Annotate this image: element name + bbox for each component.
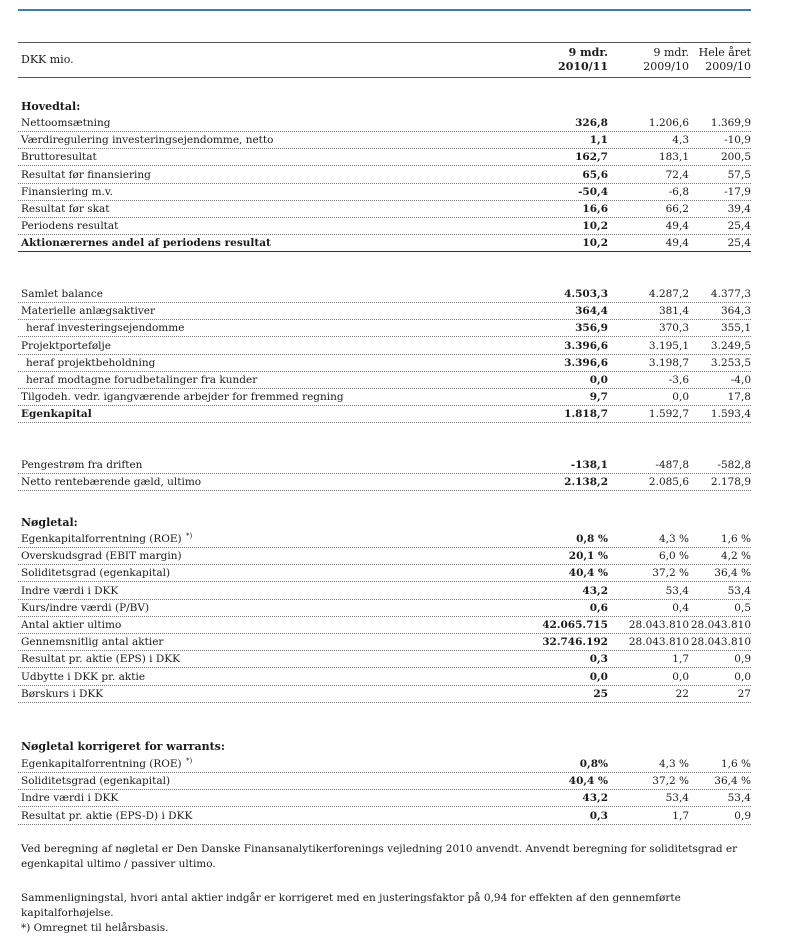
note-methodology: Ved beregning af nøgletal er Den Danske Finansanalytikerforenings vejledning 2010 anvendt. Anvendt beregning for soliditetsgrad er egenkapital ultimo / passiver ultimo. <box>21 843 738 870</box>
row-value-v2: 0,0 <box>672 391 689 404</box>
row-value-v3: 25,4 <box>727 237 751 250</box>
row-label: Resultat pr. aktie (EPS-D) i DKK <box>21 809 193 822</box>
row-value-v1: 0,3 <box>589 653 608 666</box>
row-value-v2: 0,0 <box>672 670 689 683</box>
row-value-v3: 1.369,9 <box>710 117 751 129</box>
table-row <box>18 634 751 651</box>
table-row <box>18 149 751 166</box>
row-value-v3: 25,4 <box>727 220 751 233</box>
table-row <box>18 201 751 218</box>
row-label: Egenkapital <box>21 408 92 421</box>
row-value-v3: 1,6 % <box>720 758 751 770</box>
note-adjustment: Sammenligningstal, hvori antal aktier indgår er korrigeret med en justeringsfaktor på 0,94 for effekten af den gennemførte kapitalforhøjelse. <box>21 892 681 919</box>
row-value-v3: 3.253,5 <box>710 356 751 369</box>
row-value-v1: 162,7 <box>575 151 608 164</box>
row-label: Periodens resultat <box>21 220 119 233</box>
row-value-v2: 1,7 <box>672 809 689 822</box>
row-label: Pengestrøm fra driften <box>21 459 143 471</box>
row-value-v2: 1.592,7 <box>648 408 689 421</box>
row-value-v1: 0,8% <box>579 758 608 770</box>
row-label: Projektportefølje <box>21 339 111 352</box>
row-value-v3: 28.043.810 <box>690 636 751 649</box>
row-value-v1: -138,1 <box>570 459 608 471</box>
col-header-2010-11: 9 mdr. 2010/11 <box>558 46 608 73</box>
row-value-v3: -4,0 <box>730 374 751 386</box>
table-row <box>18 756 751 773</box>
table-header <box>18 42 751 78</box>
table-row <box>18 773 751 790</box>
row-value-v2: 72,4 <box>665 168 689 181</box>
table-row <box>18 406 751 423</box>
table-row <box>18 338 751 355</box>
table-row <box>18 808 751 825</box>
row-value-v2: -6,8 <box>668 185 689 198</box>
row-value-v2: 4,3 % <box>658 533 689 545</box>
row-value-v3: 39,4 <box>727 203 751 215</box>
row-label: Netto rentebærende gæld, ultimo <box>21 476 202 489</box>
row-value-v1: 20,1 % <box>568 550 608 563</box>
row-value-v3: 53,4 <box>727 584 751 597</box>
row-value-v1: 0,0 <box>589 670 608 683</box>
row-value-v1: 42.065.715 <box>542 619 608 631</box>
row-value-v2: 49,4 <box>665 220 689 233</box>
row-value-v1: 0,0 <box>589 374 608 386</box>
row-value-v1: 32.746.192 <box>542 636 608 649</box>
row-value-v3: 1.593,4 <box>710 408 751 421</box>
table-row <box>18 457 751 474</box>
row-label: Børskurs i DKK <box>21 687 104 700</box>
row-label: Soliditetsgrad (egenkapital) <box>21 775 171 788</box>
row-value-v3: -582,8 <box>717 459 751 471</box>
table-row <box>18 389 751 406</box>
section-title-hovedtal: Hovedtal: <box>21 100 81 113</box>
row-value-v2: 1.206,6 <box>648 117 689 129</box>
row-label: Soliditetsgrad (egenkapital) <box>21 567 171 580</box>
row-value-v1: 40,4 % <box>568 567 608 580</box>
row-value-v2: 37,2 % <box>652 567 689 580</box>
table-row <box>18 132 751 149</box>
row-label: Værdiregulering investeringsejendomme, netto <box>21 134 274 147</box>
note-footnote: *) Omregnet til helårsbasis. <box>21 922 169 934</box>
row-value-v3: 0,5 <box>734 601 751 614</box>
table-row <box>18 355 751 372</box>
table-row <box>18 669 751 686</box>
row-label: heraf investeringsejendomme <box>26 322 185 335</box>
row-label: Overskudsgrad (EBIT margin) <box>21 550 182 563</box>
row-value-v1: 10,2 <box>582 220 608 233</box>
table-row <box>18 286 751 303</box>
row-value-v1: 364,4 <box>575 305 608 318</box>
currency-label: DKK mio. <box>21 53 74 66</box>
row-label: Aktionærernes andel af periodens resultat <box>21 237 271 250</box>
table-row <box>18 790 751 807</box>
table-row <box>18 235 751 252</box>
row-value-v3: 17,8 <box>727 391 751 404</box>
row-value-v3: -10,9 <box>724 134 751 147</box>
row-value-v2: 66,2 <box>665 203 689 215</box>
col-header-full-year: Hele året 2009/10 <box>698 46 751 73</box>
table-row <box>18 167 751 184</box>
row-value-v1: -50,4 <box>578 185 608 198</box>
row-value-v3: 0,0 <box>734 670 751 683</box>
row-label: Antal aktier ultimo <box>21 619 122 631</box>
row-value-v2: -3,6 <box>668 374 689 386</box>
row-value-v2: 28.043.810 <box>628 636 689 649</box>
row-label: Bruttoresultat <box>21 151 97 164</box>
row-value-v1: 65,6 <box>582 168 608 181</box>
row-label: Resultat før skat <box>21 203 110 215</box>
row-value-v3: 36,4 % <box>714 567 751 580</box>
row-value-v1: 25 <box>593 687 608 700</box>
row-label: Resultat pr. aktie (EPS) i DKK <box>21 653 180 666</box>
row-value-v3: 53,4 <box>727 792 751 805</box>
row-value-v2: 381,4 <box>658 305 689 318</box>
row-value-v1: 9,7 <box>589 391 608 404</box>
table-row <box>18 218 751 235</box>
row-value-v2: 3.195,1 <box>648 339 689 352</box>
footnote-marker: *) <box>186 532 193 540</box>
row-value-v3: 4.377,3 <box>710 288 751 300</box>
row-value-v3: 0,9 <box>734 809 751 822</box>
row-label: Nettoomsætning <box>21 117 111 129</box>
row-value-v1: 10,2 <box>582 237 608 250</box>
row-value-v1: 3.396,6 <box>564 339 608 352</box>
row-label: Materielle anlægsaktiver <box>21 305 156 318</box>
col-header-2009-10: 9 mdr. 2009/10 <box>643 46 689 73</box>
row-value-v2: 183,1 <box>658 151 689 164</box>
row-value-v1: 4.503,3 <box>564 288 608 300</box>
row-value-v1: 326,8 <box>575 117 608 129</box>
row-value-v1: 0,8 % <box>576 533 608 545</box>
row-label: Tilgodeh. vedr. igangværende arbejder for fremmed regning <box>21 391 344 404</box>
row-value-v1: 2.138,2 <box>564 476 608 489</box>
table-row <box>18 474 751 491</box>
row-label: Indre værdi i DKK <box>21 584 119 597</box>
row-value-v3: 364,3 <box>720 305 751 318</box>
row-label: Udbytte i DKK pr. aktie <box>21 670 146 683</box>
row-label: Gennemsnitlig antal aktier <box>21 636 164 649</box>
row-value-v3: -17,9 <box>724 185 751 198</box>
row-value-v1: 40,4 % <box>568 775 608 788</box>
row-value-v2: 4.287,2 <box>648 288 689 300</box>
table-row <box>18 531 751 548</box>
row-label: Samlet balance <box>21 288 103 300</box>
table-row <box>18 548 751 565</box>
row-value-v2: 53,4 <box>665 584 689 597</box>
row-value-v1: 356,9 <box>575 322 608 335</box>
row-label: Resultat før finansiering <box>21 168 151 181</box>
table-row <box>18 651 751 668</box>
row-value-v3: 200,5 <box>720 151 751 164</box>
row-value-v2: 4,3 % <box>658 758 689 770</box>
row-value-v2: 4,3 <box>672 134 689 147</box>
row-value-v3: 36,4 % <box>714 775 751 788</box>
row-value-v1: 1.818,7 <box>564 408 608 421</box>
section-title-noegletal: Nøgletal: <box>21 516 78 529</box>
row-value-v3: 27 <box>737 687 751 700</box>
row-value-v2: -487,8 <box>655 459 689 471</box>
row-value-v2: 0,4 <box>672 601 689 614</box>
row-value-v2: 2.085,6 <box>648 476 689 489</box>
table-row <box>18 320 751 337</box>
row-value-v2: 1,7 <box>672 653 689 666</box>
table-row <box>18 600 751 617</box>
row-value-v1: 0,6 <box>589 601 608 614</box>
table-row <box>18 565 751 582</box>
row-value-v1: 0,3 <box>589 809 608 822</box>
row-value-v3: 0,9 <box>734 653 751 666</box>
row-value-v2: 22 <box>675 687 689 700</box>
table-row <box>18 617 751 634</box>
row-value-v1: 43,2 <box>582 584 608 597</box>
row-label: Kurs/indre værdi (P/BV) <box>21 601 150 614</box>
row-value-v3: 28.043.810 <box>690 619 751 631</box>
row-value-v3: 3.249,5 <box>710 339 751 352</box>
row-label: heraf modtagne forudbetalinger fra kunder <box>26 374 258 386</box>
table-row <box>18 583 751 600</box>
row-label: Indre værdi i DKK <box>21 792 119 805</box>
row-label: Egenkapitalforrentning (ROE) <box>21 758 182 770</box>
row-value-v3: 57,5 <box>727 168 751 181</box>
table-row <box>18 303 751 320</box>
row-value-v1: 1,1 <box>589 134 608 147</box>
row-value-v3: 355,1 <box>720 322 751 335</box>
table-row <box>18 184 751 201</box>
table-row <box>18 115 751 132</box>
row-value-v1: 16,6 <box>582 203 608 215</box>
section-title-warrants: Nøgletal korrigeret for warrants: <box>21 740 225 753</box>
row-value-v2: 3.198,7 <box>648 356 689 369</box>
row-label: Egenkapitalforrentning (ROE) <box>21 533 182 545</box>
row-value-v2: 49,4 <box>665 237 689 250</box>
row-value-v2: 6,0 % <box>658 550 689 563</box>
top-rule <box>18 9 751 11</box>
row-label: heraf projektbeholdning <box>26 356 156 369</box>
row-value-v1: 43,2 <box>582 792 608 805</box>
footnote-marker: *) <box>186 757 193 765</box>
row-value-v3: 2.178,9 <box>710 476 751 489</box>
row-value-v3: 1,6 % <box>720 533 751 545</box>
row-value-v2: 28.043.810 <box>628 619 689 631</box>
row-label: Finansiering m.v. <box>21 185 113 198</box>
row-value-v2: 53,4 <box>665 792 689 805</box>
table-row <box>18 686 751 703</box>
row-value-v2: 370,3 <box>658 322 689 335</box>
row-value-v1: 3.396,6 <box>564 356 608 369</box>
table-row <box>18 372 751 389</box>
row-value-v3: 4,2 % <box>720 550 751 563</box>
row-value-v2: 37,2 % <box>652 775 689 788</box>
